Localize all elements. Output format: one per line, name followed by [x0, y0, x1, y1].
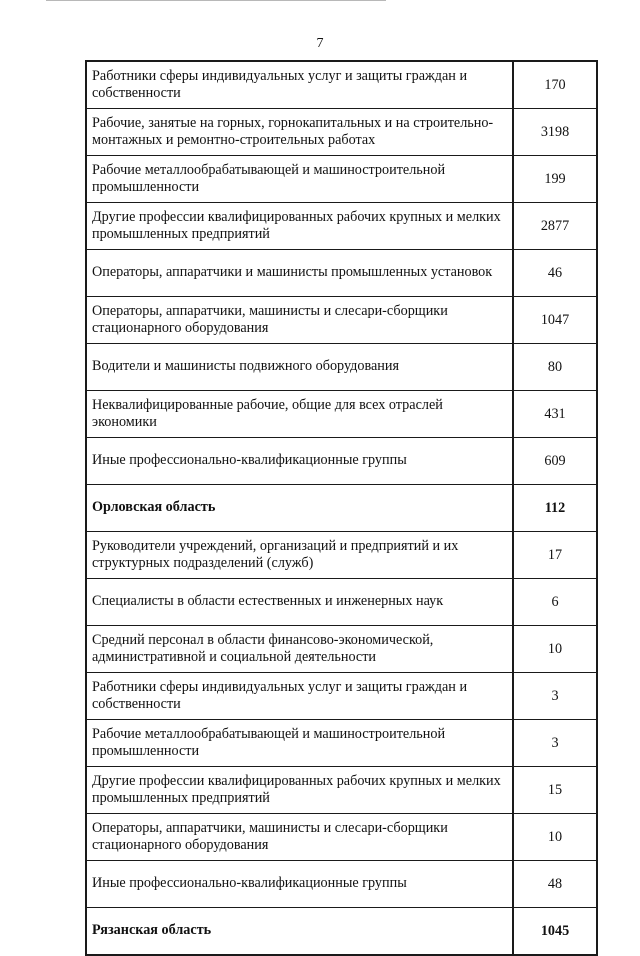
table-row [86, 673, 597, 720]
count-value-cell: 3 [513, 673, 597, 720]
occupation-group-cell: Операторы, аппаратчики, машинисты и слесари-сборщики стационарного оборудования [86, 814, 513, 861]
occupation-group-cell: Другие профессии квалифицированных рабочих крупных и мелких промышленных предприятий [86, 203, 513, 250]
table-row [86, 203, 597, 250]
count-value-cell: 48 [513, 861, 597, 908]
table-row [86, 297, 597, 344]
page-number: 7 [316, 36, 324, 51]
count-value-cell: 46 [513, 250, 597, 297]
occupation-group-cell: Другие профессии квалифицированных рабочих крупных и мелких промышленных предприятий [86, 767, 513, 814]
occupation-group-cell: Операторы, аппаратчики, машинисты и слесари-сборщики стационарного оборудования [86, 297, 513, 344]
count-value-cell: 1047 [513, 297, 597, 344]
table-row [86, 250, 597, 297]
count-value-cell: 6 [513, 579, 597, 626]
occupation-group-cell: Водители и машинисты подвижного оборудования [86, 344, 513, 391]
table-row [86, 814, 597, 861]
region-total-row [86, 485, 597, 532]
table-row [86, 767, 597, 814]
table-row [86, 61, 597, 109]
count-value-cell: 10 [513, 814, 597, 861]
region-total-value-cell: 1045 [513, 908, 597, 956]
count-value-cell: 10 [513, 626, 597, 673]
table-body [86, 61, 597, 955]
occupation-group-cell: Средний персонал в области финансово-экономической, административной и социальной деятельности [86, 626, 513, 673]
table-row [86, 109, 597, 156]
count-value-cell: 3 [513, 720, 597, 767]
occupation-group-cell: Специалисты в области естественных и инженерных наук [86, 579, 513, 626]
occupation-group-cell: Рабочие, занятые на горных, горнокапитальных и на строительно-монтажных и ремонтно-строительных работах [86, 109, 513, 156]
region-name-cell: Рязанская область [86, 908, 513, 956]
region-total-value-cell: 112 [513, 485, 597, 532]
count-value-cell: 609 [513, 438, 597, 485]
occupation-group-cell: Операторы, аппаратчики и машинисты промышленных установок [86, 250, 513, 297]
table-row [86, 626, 597, 673]
occupation-group-cell: Работники сферы индивидуальных услуг и защиты граждан и собственности [86, 61, 513, 109]
count-value-cell: 431 [513, 391, 597, 438]
count-value-cell: 170 [513, 61, 597, 109]
occupation-group-cell: Иные профессионально-квалификационные группы [86, 861, 513, 908]
table-row [86, 720, 597, 767]
count-value-cell: 80 [513, 344, 597, 391]
table-row [86, 344, 597, 391]
occupation-group-cell: Руководители учреждений, организаций и предприятий и их структурных подразделений (служб) [86, 532, 513, 579]
table-row [86, 579, 597, 626]
region-total-row [86, 908, 597, 956]
occupation-group-cell: Рабочие металлообрабатывающей и машиностроительной промышленности [86, 720, 513, 767]
table-row [86, 156, 597, 203]
count-value-cell: 15 [513, 767, 597, 814]
occupation-group-cell: Неквалифицированные рабочие, общие для всех отраслей экономики [86, 391, 513, 438]
table-row [86, 391, 597, 438]
count-value-cell: 2877 [513, 203, 597, 250]
occupation-group-cell: Рабочие металлообрабатывающей и машиностроительной промышленности [86, 156, 513, 203]
table-row [86, 438, 597, 485]
occupation-group-cell: Иные профессионально-квалификационные группы [86, 438, 513, 485]
scan-edge-line [46, 0, 386, 1]
count-value-cell: 17 [513, 532, 597, 579]
workforce-table [85, 60, 598, 956]
table-row [86, 532, 597, 579]
table-row [86, 861, 597, 908]
count-value-cell: 199 [513, 156, 597, 203]
count-value-cell: 3198 [513, 109, 597, 156]
region-name-cell: Орловская область [86, 485, 513, 532]
occupation-group-cell: Работники сферы индивидуальных услуг и защиты граждан и собственности [86, 673, 513, 720]
